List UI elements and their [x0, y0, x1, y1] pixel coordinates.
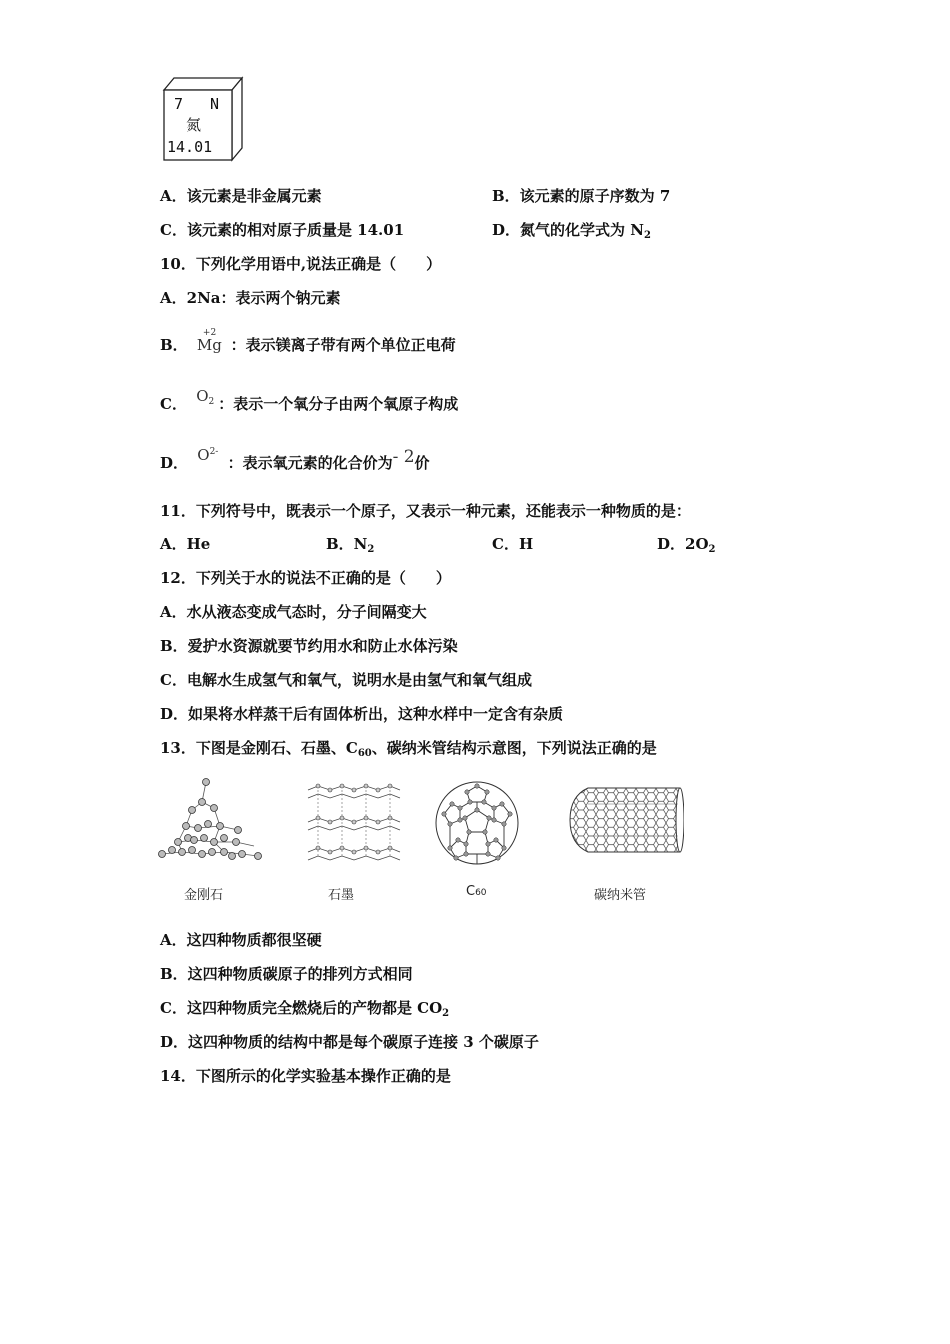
q11-option-d[interactable]: D．$2O_2$ — [657, 535, 716, 555]
caption-nanotube: 碳纳米管 — [594, 888, 647, 903]
q14-stem: 14．下图所示的化学实验基本操作正确的是 — [160, 1067, 451, 1085]
q13-option-a[interactable]: A．这四种物质都很坚硬 — [160, 931, 322, 949]
q9-option-b[interactable]: B．该元素的原子序数为 7 — [492, 187, 671, 205]
q12-option-c[interactable]: C．电解水生成氢气和氧气，说明水是由氢气和氧气组成 — [160, 671, 532, 689]
q9-option-c[interactable]: C．该元素的相对原子质量是 14.01 — [160, 221, 405, 239]
q10-option-a[interactable]: A．2Na：表示两个钠元素 — [160, 289, 341, 307]
q10-option-c[interactable]: C． $O_2$ ：表示一个氧分子由两个氧原子构成 — [160, 387, 459, 413]
caption-graphite: 石墨 — [328, 888, 355, 903]
q11-option-b[interactable]: B．$N_2$ — [326, 535, 375, 555]
c60-structure-figure — [432, 778, 522, 868]
diamond-structure-figure — [158, 776, 262, 866]
nanotube-structure-figure — [566, 784, 684, 856]
graphite-structure-figure — [302, 780, 404, 866]
element-number: 7 — [174, 95, 184, 113]
q12-stem: 12．下列关于水的说法不正确的是（ ） — [160, 569, 451, 587]
q10-option-d[interactable]: D． O 2- ：表示氧元素的化合价为- 2价 — [160, 446, 430, 472]
q13-stem: 13．下图是金刚石、石墨、$C_{60}$、碳纳米管结构示意图，下列说法正确的是 — [160, 739, 657, 759]
q13-option-b[interactable]: B．这四种物质碳原子的排列方式相同 — [160, 965, 413, 983]
q12-option-d[interactable]: D．如果将水样蒸干后有固体析出，这种水样中一定含有杂质 — [160, 705, 564, 723]
element-mass: 14.01 — [167, 138, 213, 156]
q13-option-c[interactable]: C．这四种物质完全燃烧后的产物都是 $CO_2$ — [160, 999, 450, 1019]
caption-diamond: 金刚石 — [184, 888, 224, 903]
q9-option-a[interactable]: A．该元素是非金属元素 — [160, 187, 322, 205]
q11-option-c[interactable]: C．H — [492, 535, 534, 553]
q10-option-b[interactable]: B． +2 Mg ：表示镁离子带有两个单位正电荷 — [160, 328, 456, 354]
element-symbol: N — [210, 95, 220, 113]
q12-option-a[interactable]: A．水从液态变成气态时，分子间隔变大 — [160, 603, 427, 621]
q9-option-d[interactable]: D．氮气的化学式为 $N_2$ — [492, 221, 651, 241]
q13-option-d[interactable]: D．这四种物质的结构中都是每个碳原子连接 3 个碳原子 — [160, 1033, 539, 1051]
q10-stem: 10．下列化学用语中,说法正确是（ ） — [160, 255, 442, 273]
q11-stem: 11．下列符号中，既表示一个原子，又表示一种元素，还能表示一种物质的是： — [160, 502, 691, 520]
element-name: 氮 — [186, 116, 202, 134]
q12-option-b[interactable]: B．爱护水资源就要节约用水和防止水体污染 — [160, 637, 458, 655]
q11-option-a[interactable]: A．He — [160, 535, 211, 553]
caption-c60: C60 — [466, 884, 487, 899]
